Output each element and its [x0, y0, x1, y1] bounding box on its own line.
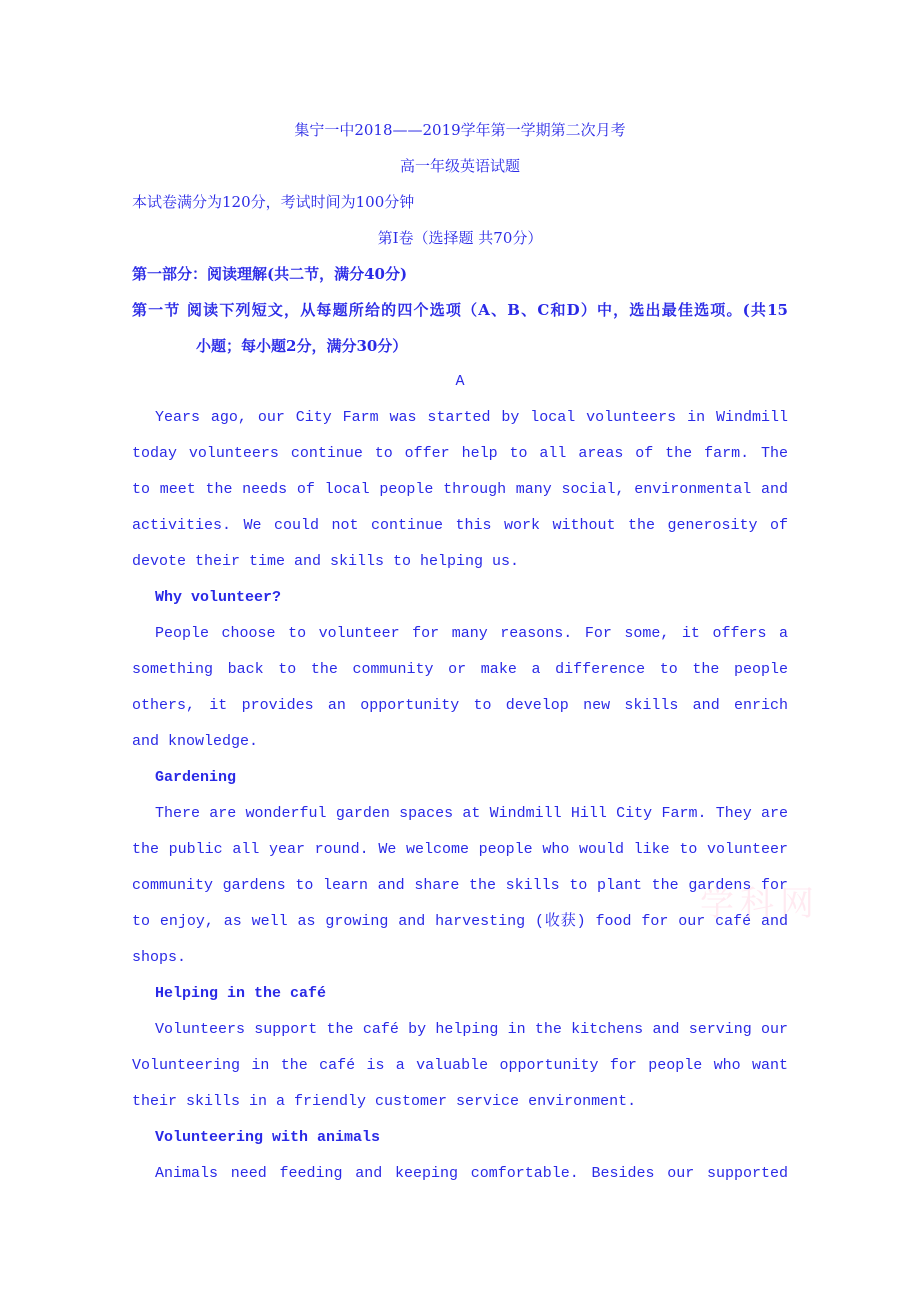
exam-title: 集宁一中2018——2019学年第一学期第二次月考 — [294, 121, 626, 139]
paragraph-line: devote their time and skills to helping us. — [132, 553, 520, 570]
paragraph-line: activities. We could not continue this work without the generosity of — [132, 517, 788, 534]
paragraph-line: and knowledge. — [132, 733, 259, 750]
section-instruction-cont: 小题；每小题2分，满分30分） — [196, 337, 408, 355]
subheading-why-volunteer: Why volunteer? — [155, 589, 282, 606]
paragraph-line: Years ago, our City Farm was started by local volunteers in Windmill — [155, 409, 788, 426]
part-heading: 第一部分：阅读理解(共二节，满分40分) — [132, 265, 408, 283]
paragraph-line: today volunteers continue to offer help to all areas of the farm. The — [132, 445, 788, 462]
paragraph-line: There are wonderful garden spaces at Windmill Hill City Farm. They are — [155, 805, 788, 822]
section-instruction: 第一节 阅读下列短文，从每题所给的四个选项（A、B、C和D）中，选出最佳选项。(共15 — [132, 301, 788, 319]
paragraph-line: their skills in a friendly customer service environment. — [132, 1093, 637, 1110]
paragraph-line: to enjoy, as well as growing and harvesting (收获) food for our café and — [132, 913, 788, 930]
paragraph-line: Volunteers support the café by helping in the kitchens and serving our — [155, 1021, 788, 1038]
paragraph-line: to meet the needs of local people through many social, environmental and — [132, 481, 788, 498]
passage-label: A — [455, 373, 465, 390]
paragraph-line: the public all year round. We welcome people who would like to volunteer — [132, 841, 788, 858]
paragraph-line: something back to the community or make a difference to the people — [132, 661, 788, 678]
paragraph-line: People choose to volunteer for many reasons. For some, it offers a — [155, 625, 788, 642]
paragraph-line: Volunteering in the café is a valuable opportunity for people who want — [132, 1057, 788, 1074]
paragraph-line: shops. — [132, 949, 187, 966]
paragraph-line: others, it provides an opportunity to develop new skills and enrich — [132, 697, 788, 714]
paragraph-line: community gardens to learn and share the skills to plant the gardens for — [132, 877, 788, 894]
paragraph-line: Animals need feeding and keeping comfortable. Besides our supported — [155, 1165, 788, 1182]
subheading-cafe: Helping in the café — [155, 985, 327, 1002]
exam-subtitle: 高一年级英语试题 — [399, 157, 520, 175]
watermark: 学科网 — [700, 884, 820, 924]
subheading-gardening: Gardening — [155, 769, 237, 786]
subheading-animals: Volunteering with animals — [155, 1129, 381, 1146]
exam-info: 本试卷满分为120分，考试时间为100分钟 — [132, 193, 415, 211]
document-page — [132, 112, 788, 1192]
volume-heading: 第Ⅰ卷（选择题 共70分） — [377, 229, 543, 247]
